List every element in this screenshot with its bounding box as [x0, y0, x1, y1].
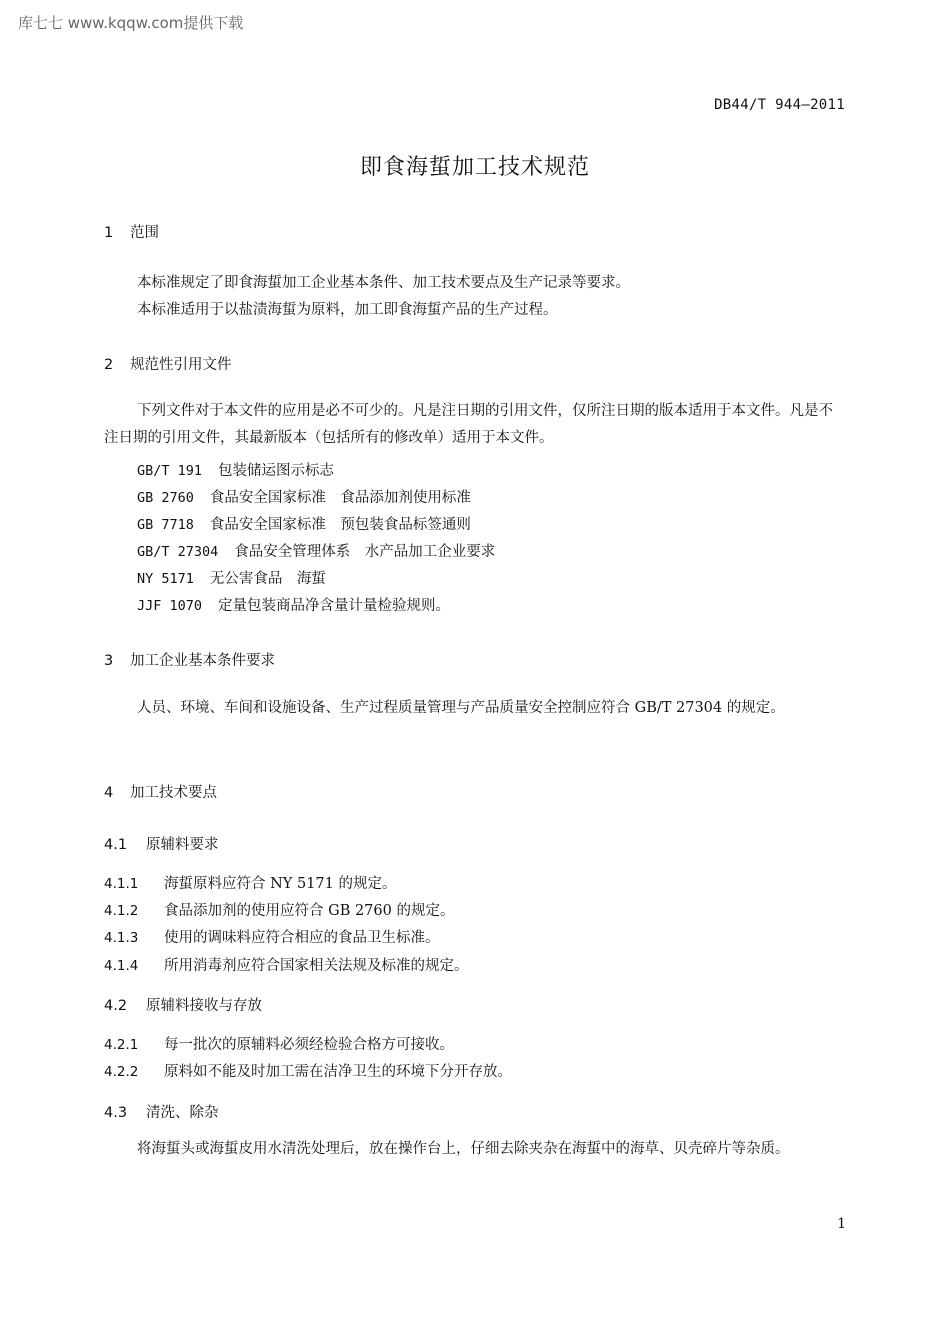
clause-item — [104, 899, 454, 920]
subsection-title: 清洗、除杂 — [146, 1105, 219, 1121]
watermark-text: 库七七 www.kqqw.com提供下载 — [18, 14, 244, 32]
section-number: 3 — [104, 653, 114, 669]
clause-text: 原料如不能及时加工需在洁净卫生的环境下分开存放。 — [164, 1064, 512, 1080]
clause-number: 4.2.1 — [104, 1037, 139, 1053]
section-1-heading — [104, 221, 159, 242]
section-1-paragraph-1: 本标准规定了即食海蜇加工企业基本条件、加工技术要点及生产记录等要求。 — [137, 275, 630, 291]
subsection-4-2-heading — [104, 994, 262, 1015]
section-title: 加工技术要点 — [130, 785, 217, 801]
subsection-number: 4.3 — [104, 1105, 128, 1121]
section-number: 4 — [104, 785, 114, 801]
clause-text: 每一批次的原辅料必须经检验合格方可接收。 — [164, 1037, 454, 1053]
document-number: DB44/T 944—2011 — [714, 97, 845, 113]
section-2-paragraph-1: 下列文件对于本文件的应用是必不可少的。凡是注日期的引用文件，仅所注日期的版本适用于本文件。凡是不注日期的引用文件，其最新版本（包括所有的修改单）适用于本文件。 — [104, 403, 833, 446]
section-2-heading — [104, 353, 232, 374]
section-number: 1 — [104, 225, 114, 241]
reference-code: GB 2760 — [137, 490, 194, 506]
section-title: 加工企业基本条件要求 — [130, 653, 275, 669]
section-4-heading — [104, 781, 217, 802]
section-3-paragraph-1: 人员、环境、车间和设施设备、生产过程质量管理与产品质量安全控制应符合 GB/T 27304 的规定。 — [137, 700, 785, 716]
reference-title: 定量包装商品净含量计量检验规则。 — [218, 598, 451, 614]
subsection-number: 4.2 — [104, 998, 128, 1014]
clause-item — [104, 954, 469, 975]
clause-item — [104, 926, 440, 947]
clause-item — [104, 1033, 454, 1054]
reference-item — [137, 513, 471, 534]
page-title: 即食海蜇加工技术规范 — [359, 155, 590, 180]
clause-number: 4.1.2 — [104, 903, 139, 919]
subsection-4-3-heading — [104, 1101, 219, 1122]
section-3-heading — [104, 649, 275, 670]
page-number: 1 — [837, 1216, 846, 1232]
subsection-number: 4.1 — [104, 837, 128, 853]
section-title: 范围 — [130, 225, 159, 241]
reference-code: GB/T 191 — [137, 463, 203, 479]
reference-item — [137, 567, 326, 588]
clause-number: 4.1.3 — [104, 930, 139, 946]
section-title: 规范性引用文件 — [130, 357, 232, 373]
subsection-title: 原辅料接收与存放 — [146, 998, 262, 1014]
clause-number: 4.1.4 — [104, 958, 139, 974]
reference-title: 食品安全国家标准 食品添加剂使用标准 — [209, 490, 471, 506]
reference-code: GB/T 27304 — [137, 544, 219, 560]
clause-text: 食品添加剂的使用应符合 GB 2760 的规定。 — [164, 903, 455, 919]
reference-code: JJF 1070 — [137, 598, 203, 614]
reference-item — [137, 594, 450, 615]
reference-item — [137, 459, 334, 480]
subsection-4-3-paragraph: 将海蜇头或海蜇皮用水清洗处理后，放在操作台上，仔细去除夹杂在海蜇中的海草、贝壳碎片等杂质。 — [137, 1141, 790, 1157]
section-number: 2 — [104, 357, 114, 373]
reference-title: 食品安全管理体系 水产品加工企业要求 — [234, 544, 496, 560]
reference-code: NY 5171 — [137, 571, 194, 587]
reference-item — [137, 486, 471, 507]
clause-item — [104, 1060, 512, 1081]
clause-text: 使用的调味料应符合相应的食品卫生标准。 — [164, 930, 440, 946]
subsection-title: 原辅料要求 — [146, 837, 219, 853]
reference-title: 无公害食品 海蜇 — [209, 571, 326, 587]
reference-title: 包装储运图示标志 — [218, 463, 335, 479]
section-1-paragraph-2: 本标准适用于以盐渍海蜇为原料，加工即食海蜇产品的生产过程。 — [137, 302, 558, 318]
clause-number: 4.1.1 — [104, 876, 139, 892]
subsection-4-1-heading — [104, 833, 219, 854]
clause-number: 4.2.2 — [104, 1064, 139, 1080]
reference-item — [137, 540, 495, 561]
reference-code: GB 7718 — [137, 517, 194, 533]
clause-text: 海蜇原料应符合 NY 5171 的规定。 — [164, 876, 397, 892]
reference-title: 食品安全国家标准 预包装食品标签通则 — [209, 517, 471, 533]
clause-item — [104, 872, 397, 893]
clause-text: 所用消毒剂应符合国家相关法规及标准的规定。 — [164, 958, 469, 974]
